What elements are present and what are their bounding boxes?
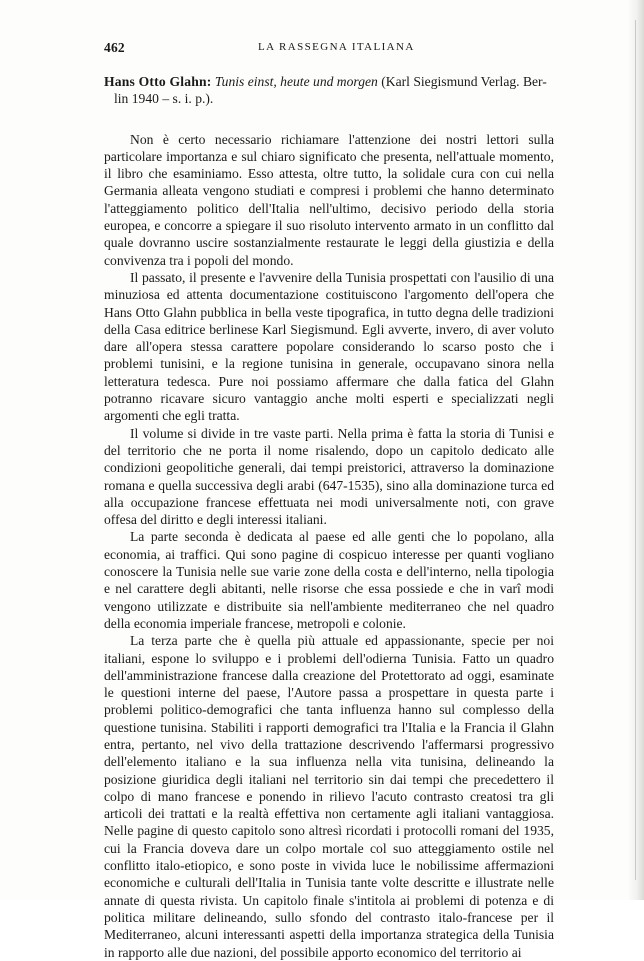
citation-publisher: (Karl Siegismund Verlag. Ber- (381, 74, 547, 89)
citation-title: Tunis einst, heute und morgen (214, 74, 378, 89)
page-number: 462 (104, 40, 125, 55)
paragraph-4: La parte seconda è dedicata al paese ed alle genti che lo popolano, alla economia, ai traffici. Qui sono pagine di cospicuo interesse per quanti vogliano conoscere la Tunisia nelle sue varie zone della costa e dell'interno, nella tipologia e nel carattere degli abitanti, nelle risorse che essa possiede e che in varî modi vengono utilizzate e distribuite sia nell'ambiente mediterraneo che nel quadro della economia imperiale francese, metropoli e colonie. (104, 529, 554, 631)
paragraph-3: Il volume si divide in tre vaste parti. Nella prima è fatta la storia di Tunisi e del territorio che ne porta il nome risalendo, dopo un capitolo dedicato alle condizioni geopolitiche generali, dai tempi preistorici, attraverso la dominazione romana e quella successiva degli arabi (647-1535), sino alla dominazione turca ed alla occupazione francese effettuata nei modi universalmente noti, con grave offesa del diritto e degli interessi italiani. (104, 425, 554, 528)
paragraph-5: La terza parte che è quella più attuale ed appassionante, specie per noi italiani, espone lo sviluppo e i problemi dell'odierna Tunisia. Fatto un quadro dell'amministrazione francese dalla creazione del Protettorato ad oggi, esaminate le questioni interne del paese, l'Autore passa a prospettare in questa parte i problemi politico-demografici che tanta influenza hanno sul complesso della questione tunisina. Stabiliti i rapporti demografici tra l'Italia e la Francia il Glahn entra, pertanto, nel vivo della trattazione descrivendo l'affermarsi progressivo dell'elemento italiano e la sua influenza nella vita tunisina, delineando la posizione giuridica degli italiani nel territorio sin dai tempi che precedettero il colpo di mano francese e ponendo in rilievo l'acuto contrasto creatosi tra gli articoli dei trattati e la realtà effettiva non certamente agli italiani vantaggiosa. Nelle pagine di questo capitolo sono altresì ricordati i protocolli romani del 1935, cui la Francia doveva dare un colpo mortale col suo atteggiamento ostile nel conflitto italo-etiopico, e sono poste in vivida luce le nobilissime affermazioni economiche e culturali dell'Italia in Tunisia tante volte descritte e illustrate nelle annate di questa rivista. Un capitolo finale s'intitola ai problemi di potenza e di politica militare delineando, sullo sfondo del contrasto italo-francese per il Mediterraneo, alcuni interessanti aspetti della importanza strategica della Tunisia in rapporto alle due nazioni, del possibile apporto economico del territorio ai (104, 633, 554, 960)
paragraph-1: Non è certo necessario richiamare l'attenzione dei nostri lettori sulla particolare importanza e sul chiaro significato che presenta, nell'attuale momento, il libro che esaminiamo. Esso attesta, oltre tutto, la solidale cura con cui nella Germania alleata vengono studiati e compresi i problemi che hanno determinato l'atteggiamento politico dell'Italia nell'ultimo, decisivo periodo della storia europea, e concorre a spiegare il suo risoluto intervento armato in un conflitto dal quale dovranno uscire sostanzialmente restaurate le leggi della giustizia e della convivenza tra i popoli del mondo. (104, 131, 554, 268)
paragraph-2: Il passato, il presente e l'avvenire della Tunisia prospettati con l'ausilio di una minuziosa ed attenta documentazione costituiscono l'argomento dell'opera che Hans Otto Glahn pubblica in bella veste tipografica, in tutto degna delle tradizioni della Casa editrice berlinese Karl Siegismund. Egli avverte, invero, di aver voluto dare all'opera stessa carattere popolare considerando lo scarso posto che i problemi tunisini, e la regione tunisina in generale, occupavano sinora nella letteratura tedesca. Pure noi possiamo affermare che dalla fatica del Glahn potranno ricavare sicuro vantaggio anche molti esperti e specializzati negli argomenti che egli tratta. (104, 269, 554, 424)
page-edge-line (635, 20, 636, 880)
article-body (104, 73, 554, 961)
citation-author: Hans Otto Glahn: (104, 74, 212, 89)
book-citation (104, 73, 554, 108)
running-title: LA RASSEGNA ITALIANA (258, 41, 415, 53)
citation-publisher-continued: lin 1940 – s. i. p.). (114, 91, 214, 107)
page-header (86, 40, 556, 56)
